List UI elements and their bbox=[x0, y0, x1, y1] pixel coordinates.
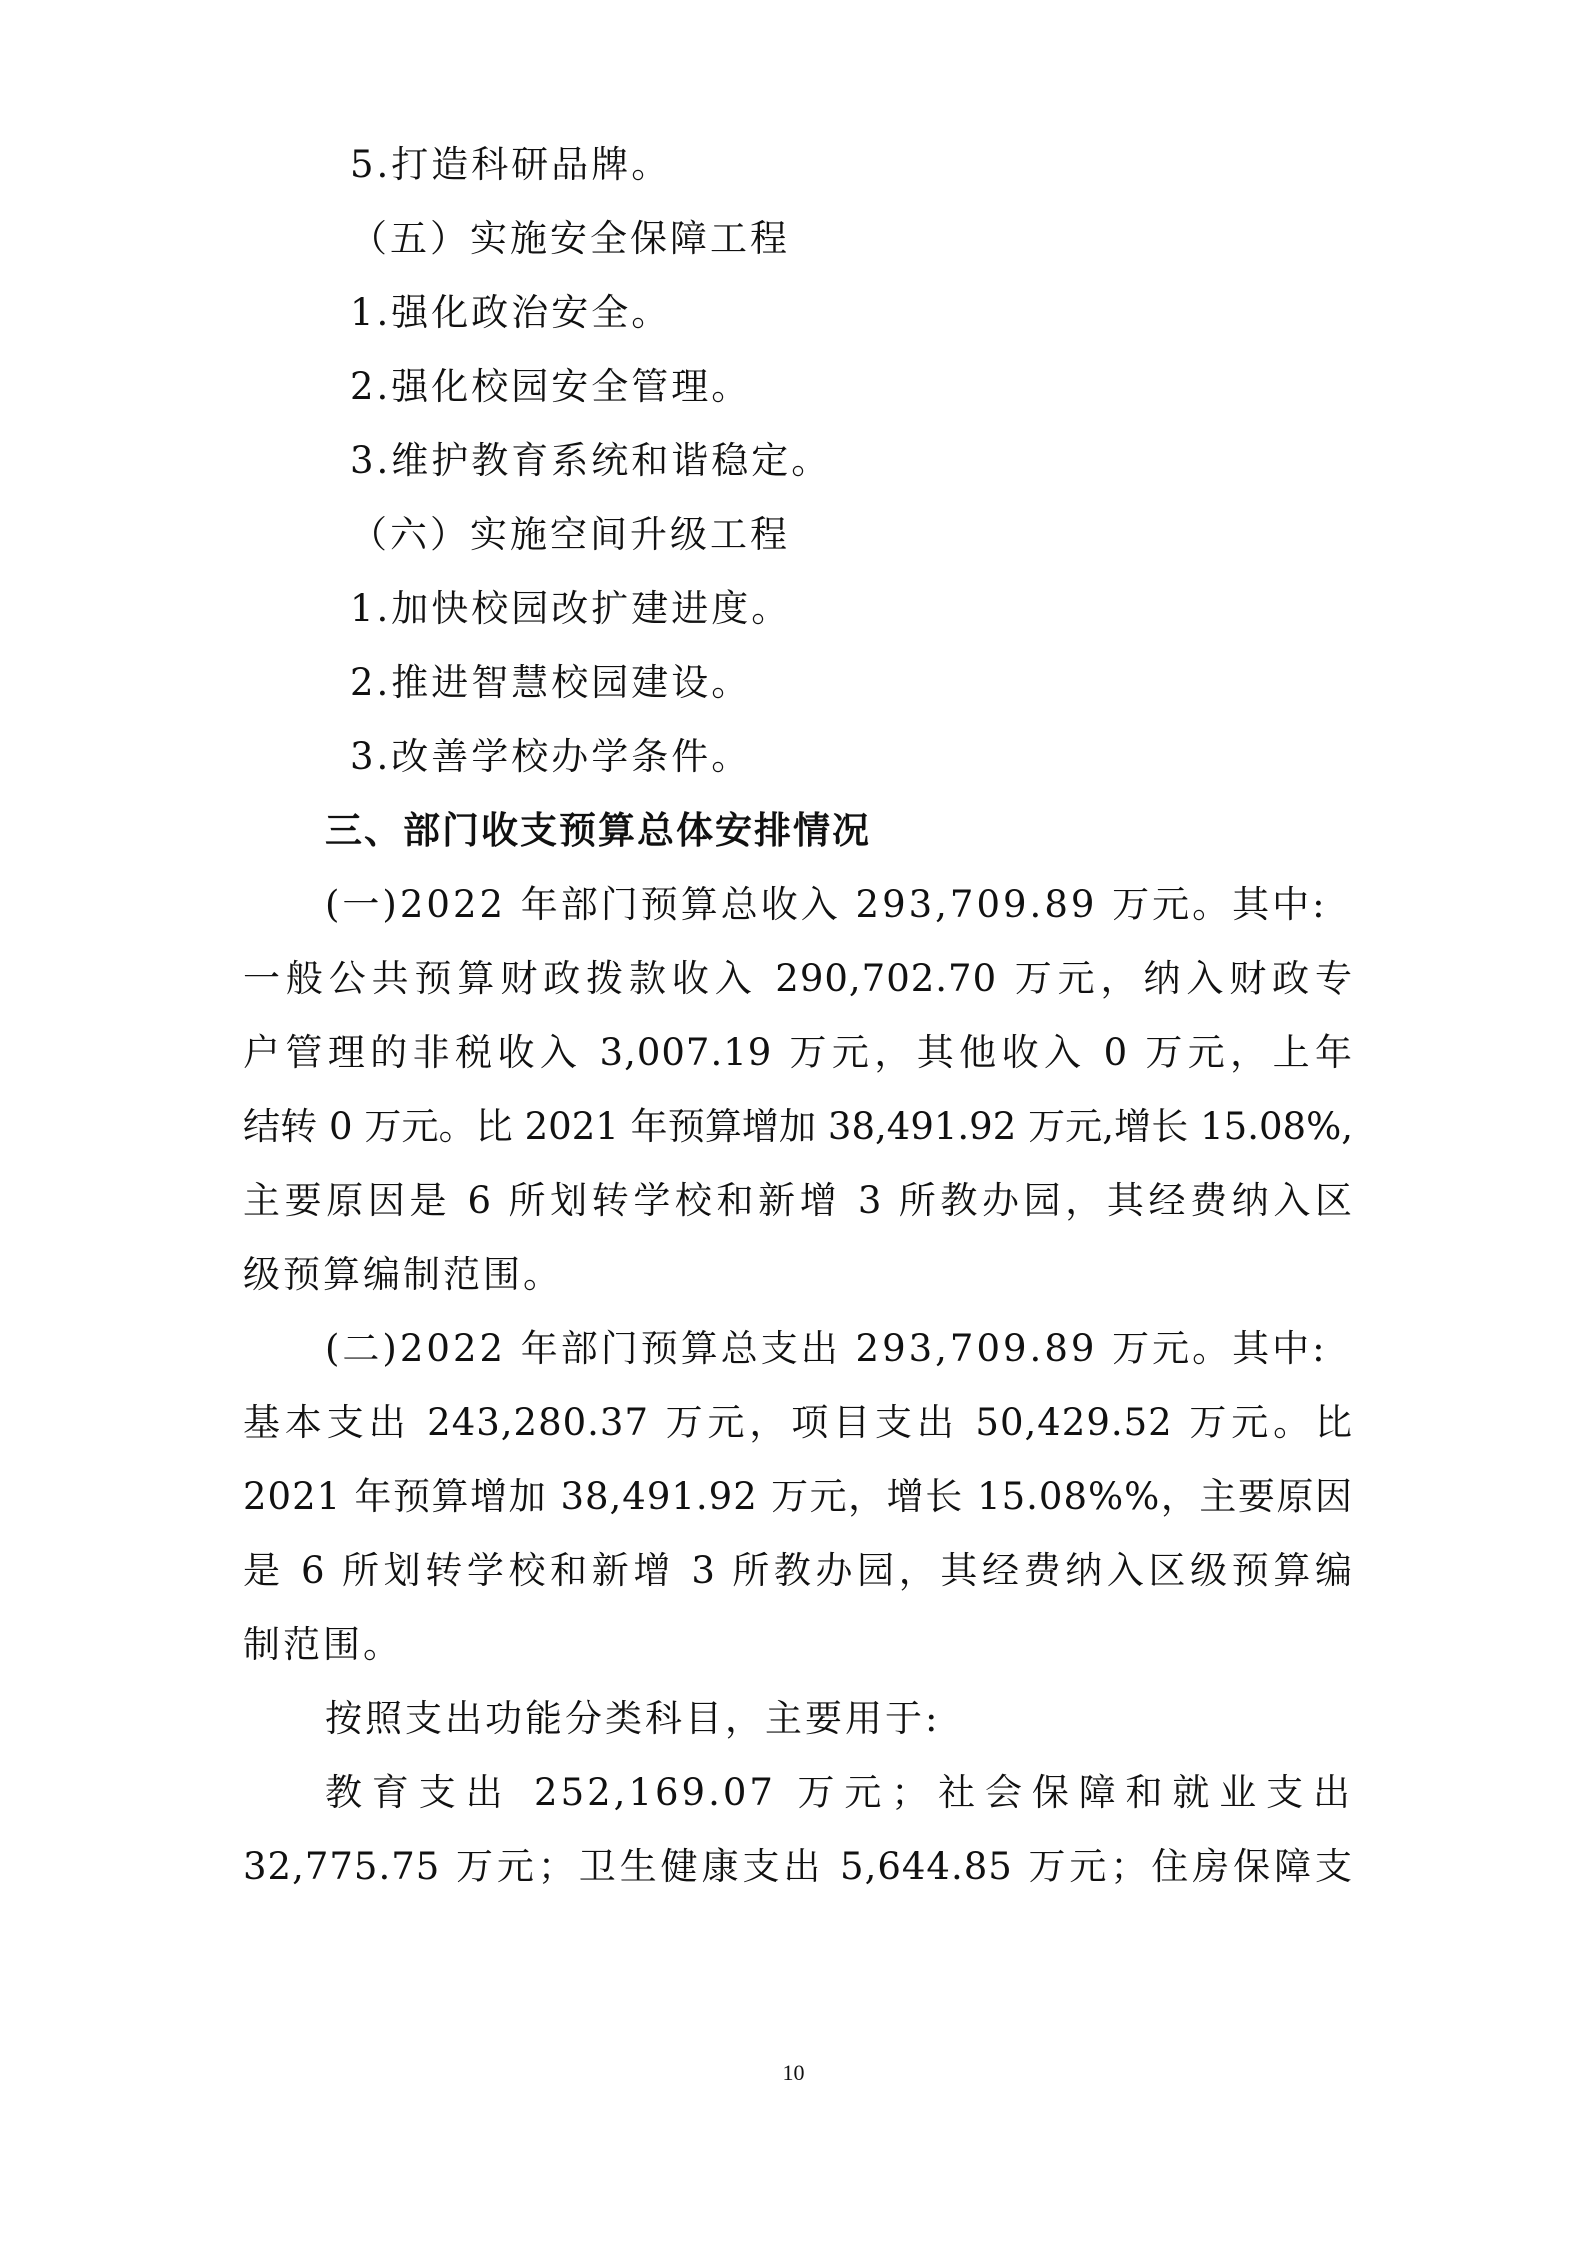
outline-item-political-security: 1.强化政治安全。 bbox=[350, 291, 672, 334]
paragraph-line: 制范围。 bbox=[243, 1623, 403, 1666]
paragraph-line: 是 6 所划转学校和新增 3 所教办园，其经费纳入区级预算编 bbox=[243, 1549, 1353, 1592]
page-number: 10 bbox=[782, 2060, 805, 2085]
paragraph-line: 基本支出 243,280.37 万元，项目支出 50,429.52 万元。比 bbox=[243, 1401, 1353, 1444]
section-heading-6-space-upgrade: （六）实施空间升级工程 bbox=[350, 513, 790, 556]
paragraph-line: (一)2022 年部门预算总收入 293,709.89 万元。其中: bbox=[325, 883, 1328, 926]
outline-item-5-build-research-brand: 5.打造科研品牌。 bbox=[350, 143, 672, 186]
paragraph-line: 主要原因是 6 所划转学校和新增 3 所教办园，其经费纳入区 bbox=[243, 1179, 1353, 1222]
paragraph-line: 32,775.75 万元；卫生健康支出 5,644.85 万元；住房保障支 bbox=[243, 1845, 1353, 1888]
outline-item-school-conditions: 3.改善学校办学条件。 bbox=[350, 735, 752, 778]
paragraph-line: 结转 0 万元。比 2021 年预算增加 38,491.92 万元,增长 15.08%, bbox=[243, 1105, 1353, 1148]
paragraph-line: 2021 年预算增加 38,491.92 万元，增长 15.08%%，主要原因 bbox=[243, 1475, 1353, 1518]
outline-item-smart-campus: 2.推进智慧校园建设。 bbox=[350, 661, 752, 704]
paragraph-line: (二)2022 年部门预算总支出 293,709.89 万元。其中: bbox=[325, 1327, 1328, 1370]
paragraph-line: 一般公共预算财政拨款收入 290,702.70 万元，纳入财政专 bbox=[243, 957, 1353, 1000]
section-heading-5-safety-project: （五）实施安全保障工程 bbox=[350, 217, 790, 260]
outline-item-campus-expansion: 1.加快校园改扩建进度。 bbox=[350, 587, 792, 630]
paragraph-line: 户管理的非税收入 3,007.19 万元，其他收入 0 万元，上年 bbox=[243, 1031, 1353, 1074]
paragraph-line: 级预算编制范围。 bbox=[243, 1253, 563, 1296]
paragraph-line: 教育支出 252,169.07 万元；社会保障和就业支出 bbox=[325, 1771, 1353, 1814]
section-heading-3-budget-overview: 三、部门收支预算总体安排情况 bbox=[325, 809, 871, 852]
function-classification-intro: 按照支出功能分类科目，主要用于: bbox=[325, 1697, 941, 1740]
outline-item-education-stability: 3.维护教育系统和谐稳定。 bbox=[350, 439, 832, 482]
outline-item-campus-safety: 2.强化校园安全管理。 bbox=[350, 365, 752, 408]
